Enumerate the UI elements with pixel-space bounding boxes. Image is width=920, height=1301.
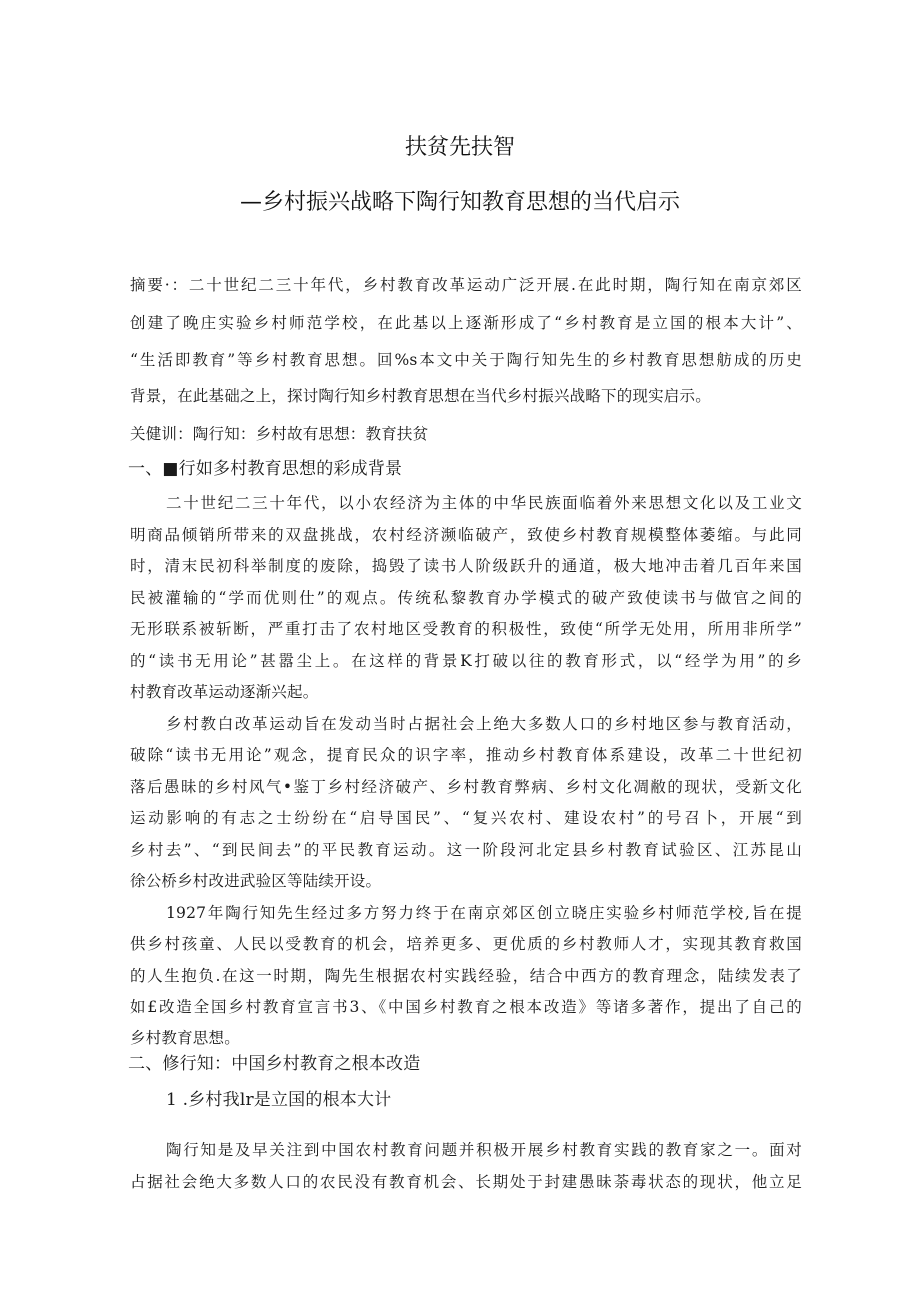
document-subtitle: —乡村振兴战略下陶行知教育思想的当代启示 xyxy=(239,190,680,215)
paragraph-line: 无形联系被斩断，严重打击了农村地区受教育的积极性，致使“所学无处用，所用非所学” xyxy=(130,620,802,638)
paragraph-line: 乡村教白改革运动旨在发动当时占据社会上绝大多数人口的乡村地区参与教育活动， xyxy=(166,715,802,733)
paragraph-line: 徐公桥乡村改进武验区等陆续开设。 xyxy=(130,872,382,890)
paragraph-line: 明商品倾销所带来的双盘挑战，农村经济濒临破产，致使乡村教育规模整体萎缩。与此同 xyxy=(130,526,802,544)
paragraph-line: 民被灌输的“学而优则仕”的观点。传统私黎教育办学模式的破产致使读书与做官之间的 xyxy=(130,589,802,607)
paragraph-line: 时，清末民初科举制度的废除，捣毁了读书人阶级跃升的通道，极大地冲击着几百年来国 xyxy=(130,557,802,575)
keywords: 关健训：陶行知：乡村故有思想：教育扶贫 xyxy=(130,425,429,443)
abstract-line: 摘要·：二十世纪二三十年代，乡村教育改革运动广泛开展.在此时期，陶行知在南京郊区 xyxy=(130,276,802,294)
paragraph-line: 乡村教育思想。 xyxy=(130,1029,240,1047)
section-heading: 一、■行如多村教育思想的彩成背景 xyxy=(128,459,403,479)
paragraph-line: 二十世纪二三十年代，以小农经济为主体的中华民族面临着外来思想文化以及工业文 xyxy=(166,494,802,512)
paragraph-line: 如£改造全国乡村教育宣言书3、《中国乡村教育之根本改造》等诸多著作，提出了自己的 xyxy=(130,998,802,1016)
paragraph-line: 1927年陶行知先生经过多方努力终于在南京郊区创立晓庄实验乡村师范学校,旨在提 xyxy=(166,904,802,922)
paragraph-line: 的人生抱负.在这一时期，陶先生根据农村实践经验，结合中西方的教育理念，陆续发表了 xyxy=(130,967,802,985)
subsection-heading: 1 .乡村我lr是立国的根本大计 xyxy=(166,1090,392,1110)
abstract-line: “生活即教育”等乡村教育思想。回%s本文中关于陶行知先生的乡村教育思想舫成的历史 xyxy=(130,351,802,369)
paragraph-line: 破除“读书无用论”观念，提育民众的识字率，推动乡村教育体系建设，改革二十世纪初 xyxy=(130,746,802,764)
paragraph-line: 运动影响的有志之士纷纷在“启导国民”、“复兴农村、建设农村”的号召卜，开展“到 xyxy=(130,809,802,827)
section-heading: 二、修行知：中国乡村教育之根本改造 xyxy=(128,1054,421,1074)
abstract-line: 创建了晚庄实验乡村师范学校，在此基以上逐渐形成了“乡村教育是立国的根本大计”、 xyxy=(130,314,802,332)
abstract-line: 背景，在此基础之上，探讨陶行知乡村教育思想在当代乡村振兴战略下的现实启示。 xyxy=(130,387,711,405)
paragraph-line: 乡村去”、“到民间去”的平民教育运动。这一阶段河北定县乡村教育试验区、江苏昆山 xyxy=(130,841,802,859)
paragraph-line: 村教育改革运动逐渐兴起。 xyxy=(130,683,319,701)
paragraph-line: 陶行知是及早关注到中国农村教育问题并积极开展乡村教育实践的教育家之一。面对 xyxy=(166,1141,802,1159)
paragraph-line: 的“读书无用论”甚嚣尘上。在这样的背景K打破以往的教育形式，以“经学为用”的乡 xyxy=(130,652,802,670)
paragraph-line: 占据社会绝大多数人口的农民没有教育机会、长期处于封建愚昧荼毒状态的现状，他立足 xyxy=(130,1173,802,1191)
document-title: 扶贫先扶智 xyxy=(404,135,515,160)
paragraph-line: 落后愚昧的乡村风气•鉴丁乡村经济破产、乡村教育弊病、乡村文化凋敝的现状，受新文化 xyxy=(130,778,802,796)
paragraph-line: 供乡村孩童、人民以受教育的机会，培养更多、更优质的乡村教师人才，实现其教育救国 xyxy=(130,935,802,953)
